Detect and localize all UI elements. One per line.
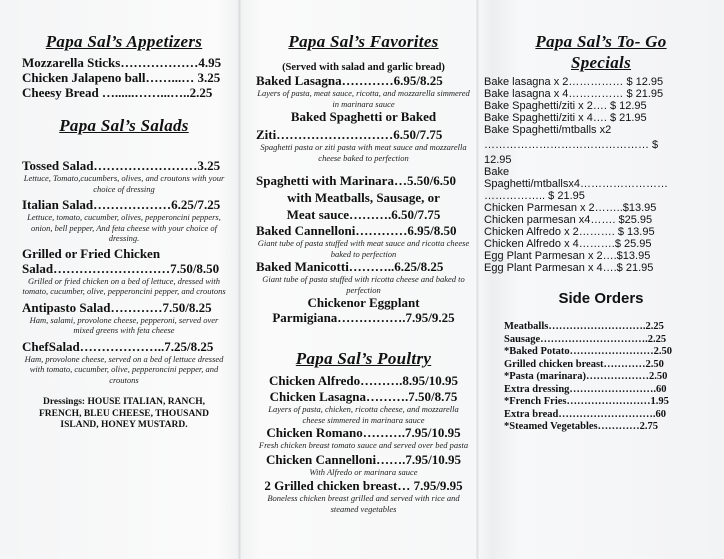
- appetizers-title: Papa Sal’s Appetizers: [45, 32, 203, 51]
- togo-line: Chicken parmesan x4……. $25.95: [484, 214, 653, 226]
- salad-item: ChefSalad………………..7.25/8.25: [22, 338, 214, 354]
- favorite-item: Baked Spaghetti or Baked: [290, 109, 437, 124]
- togo-line: ……………………………………… $: [484, 139, 659, 151]
- togo-line: Bake Spaghetti/mtballs x2: [484, 124, 612, 136]
- favorite-item: Baked Manicotti………..6.25/8.25: [256, 259, 444, 274]
- salads-title: Papa Sal’s Salads: [59, 116, 189, 135]
- togo-line: Chicken Alfredo x 4……….$ 25.95: [484, 238, 652, 250]
- salad-desc: Lettuce, tomato, cucumber, olives, pepperoncini peppers, onion, bell pepper, And feta cheese with your choice of dressing.: [27, 212, 221, 243]
- favorite-desc: Giant tube of pasta stuffed with meat sauce and ricotta cheese baked to perfection: [257, 238, 470, 259]
- togo-line: …………….. $ 21.95: [484, 190, 585, 202]
- togo-line: 12.95: [484, 154, 512, 166]
- salads-list: [22, 158, 226, 432]
- togo-line: Bake: [484, 166, 510, 178]
- togo-line: Bake Spaghetti/ziti x 2…. $ 12.95: [484, 100, 647, 112]
- favorites-title: Papa Sal’s Favorites: [288, 32, 439, 51]
- side-orders-title: Side Orders: [558, 290, 644, 307]
- salad-desc: Grilled or fried chicken on a bed of lettuce, dressed with tomato, cucumber, olive, pepperoncini pepper, and croutons: [22, 275, 226, 296]
- poultry-item: Chicken Alfredo……….8.95/10.95: [269, 373, 458, 388]
- togo-line: Spaghetti/mtballsx4……………………: [484, 178, 668, 190]
- side-item: Extra bread……………………….60: [504, 408, 666, 420]
- salad-item: Italian Salad………………6.25/7.25: [22, 197, 221, 212]
- side-item: *French Fries……………………1.95: [504, 396, 669, 407]
- salad-item: Antipasto Salad…………7.50/8.25: [22, 299, 212, 315]
- appetizer-item: Chicken Jalapeno ball……...… 3.25: [22, 70, 221, 85]
- side-item: Meatballs……………………….2.25: [504, 321, 664, 332]
- column-favorites-poultry: [242, 0, 477, 559]
- appetizer-item: Cheesy Bread …......……...…..2.25: [22, 85, 213, 100]
- favorite-item: Meat sauce……….6.50/7.75: [286, 207, 441, 222]
- togo-line: Bake lasagna x 4…………… $ 21.95: [484, 88, 664, 100]
- favorite-item: Spaghetti with Marinara…5.50/6.50: [256, 173, 457, 188]
- fold-line-left: [238, 0, 241, 559]
- favorites-subtitle: (Served with salad and garlic bread): [282, 62, 445, 73]
- poultry-item: Chicken Lasagna……….7.50/8.75: [269, 389, 458, 404]
- togo-title: Papa Sal’s To- Go: [535, 32, 667, 51]
- side-orders-list: [484, 321, 718, 434]
- togo-line: Egg Plant Parmesan x 2….$13.95: [484, 250, 651, 262]
- side-item: *Pasta (marinara)………………2.50: [504, 371, 668, 382]
- poultry-desc: Layers of pasta, chicken, ricotta cheese, and mozzarella cheese simmered in marinara sauce: [268, 404, 459, 425]
- poultry-item: 2 Grilled chicken breast… 7.95/9.95: [264, 478, 463, 493]
- togo-line: Chicken Alfredo x 2………. $ 13.95: [484, 226, 655, 238]
- favorite-item: Ziti………………………6.50/7.75: [256, 127, 443, 142]
- side-item: Sausage………………………….2.25: [504, 333, 667, 345]
- togo-line: Bake lasagna x 2…………… $ 12.95: [484, 76, 664, 88]
- appetizers-list: [22, 55, 226, 100]
- poultry-desc: Fresh chicken breast tomato sauce and served over bed pasta: [258, 440, 469, 450]
- poultry-item: Chicken Cannelloni…….7.95/10.95: [265, 451, 462, 467]
- poultry-desc: With Alfredo or marinara sauce: [309, 466, 418, 477]
- favorite-item: Baked Cannelloni…………6.95/8.50: [256, 223, 457, 238]
- salad-item: Tossed Salad……………………3.25: [22, 158, 221, 173]
- dressings-note: Dressings: HOUSE ITALIAN, RANCH, FRENCH, BLEU CHEESE, THOUSAND ISLAND, HONEY MUSTARD.: [38, 397, 210, 430]
- togo-line: Chicken Parmesan x 2……..$13.95: [484, 202, 657, 214]
- salad-desc: Ham, salami, provolone cheese, pepperoni, served over mixed greens with feta cheese: [29, 314, 219, 335]
- favorite-item: Chickenor Eggplant: [307, 295, 420, 310]
- togo-list: [484, 76, 718, 274]
- column-togo-sides: [480, 0, 724, 559]
- side-item: Grilled chicken breast…………2.50: [504, 358, 664, 370]
- salad-desc: Ham, provolone cheese, served on a bed of lettuce dressed with tomato, cucumber, olive, pepperoncini pepper, and croutons: [24, 353, 224, 385]
- poultry-desc: Boneless chicken breast grilled and served with rice and steamed vegetables: [267, 493, 460, 514]
- appetizer-item: Mozzarella Sticks………………4.95: [22, 55, 222, 70]
- salad-item: Salad………………………7.50/8.50: [22, 260, 220, 276]
- favorite-item: with Meatballs, Sausage, or: [287, 190, 440, 205]
- favorite-desc: Layers of pasta, meat sauce, ricotta, and mozzarella simmered in marinara sauce: [257, 88, 470, 109]
- togo-line: Egg Plant Parmesan x 4….$ 21.95: [484, 262, 654, 274]
- favorite-item: Parmigiana…………….7.95/9.25: [272, 310, 455, 325]
- side-item: *Steamed Vegetables…………2.75: [504, 421, 658, 432]
- togo-subtitle: Specials: [570, 53, 631, 72]
- column-appetizers-salads: [0, 0, 238, 559]
- side-item: Extra dressing…………………….60: [504, 383, 667, 395]
- poultry-item: Chicken Romano……….7.95/10.95: [266, 425, 461, 440]
- side-item: *Baked Potato……………………2.50: [504, 346, 672, 357]
- favorite-item: Baked Lasagna…………6.95/8.25: [256, 73, 443, 88]
- poultry-title: Papa Sal’s Poultry: [295, 349, 432, 368]
- togo-line: Bake Spaghetti/ziti x 4…. $ 21.95: [484, 112, 647, 124]
- favorite-desc: Giant tube of pasta stuffed with ricotta cheese and baked to perfection: [262, 274, 465, 295]
- salad-desc: Lettuce, Tomato,cucumbers, olives, and croutons with your choice of dressing: [23, 173, 225, 194]
- favorite-desc: Spaghetti pasta or ziti pasta with meat sauce and mozzarella cheese baked to perfection: [260, 142, 467, 163]
- salad-item: Grilled or Fried Chicken: [22, 245, 161, 261]
